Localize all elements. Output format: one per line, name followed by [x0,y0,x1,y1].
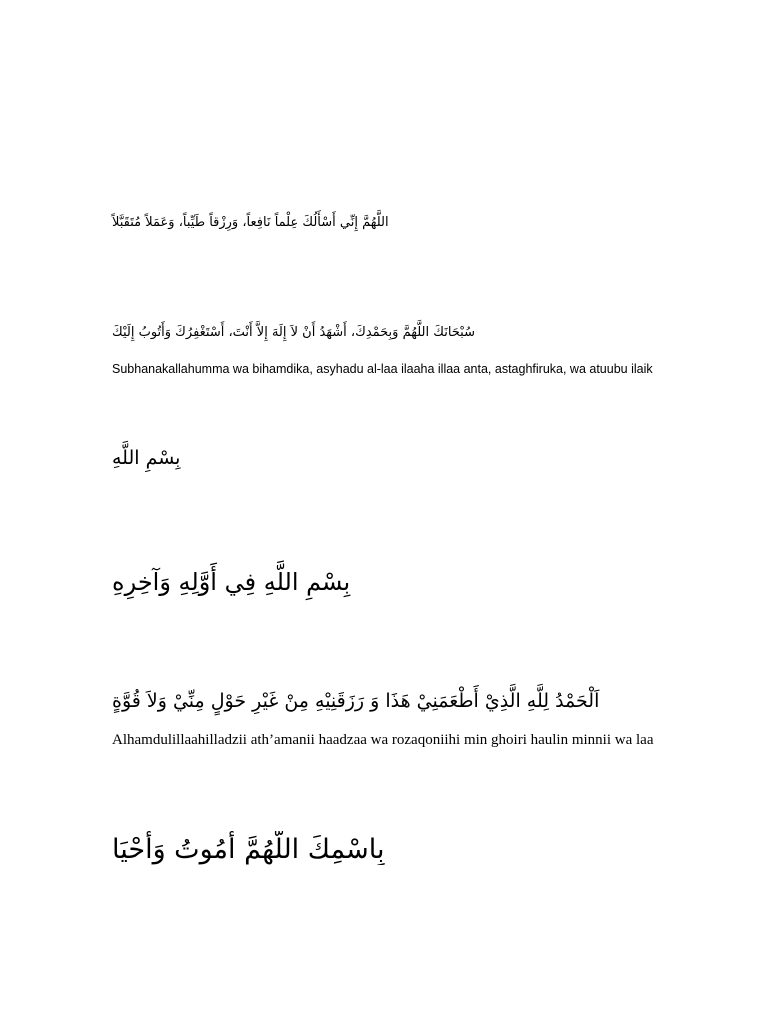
prayer-knowledge-arabic: اللَّهُمَّ إِنِّي أَسْأَلُكَ عِلْماً نَافِعاً، وَرِزْقاً طَيِّباً، وَعَمَلاً مُتَقَبَّلاً [112,215,389,230]
bismika-allahumma-arabic: بِاسْمِكَ اللَّهُمَّ أَمُوتُ وَأَحْيَا [112,834,385,865]
bismillah-awwalihi-arabic: بِسْمِ اللَّهِ فِي أَوَّلِهِ وَآخِرِهِ [112,568,351,596]
alhamdulillah-after-meal-latin: Alhamdulillaahilladzii ath’amanii haadzaa wa rozaqoniihi min ghoiri haulin minnii wa laa [112,732,654,748]
alhamdulillah-after-meal-arabic: اَلْحَمْدُ لِلَّهِ الَّذِيْ أَطْعَمَنِيْ هَذَا وَ رَزَقَنِيْهِ مِنْ غَيْرِ حَوْلٍ مِنِّيْ وَلاَ قُوَّةٍ [112,690,600,712]
dua-kafaratul-majlis-arabic: سُبْحَانَكَ اللَّهُمَّ وَبِحَمْدِكَ، أَشْهَدُ أَنْ لاَ إِلَهَ إِلاَّ أَنْتَ، أَسْتَغْفِرُكَ وَأَتُوبُ إِلَيْكَ [112,325,475,340]
dua-kafaratul-majlis-latin: Subhanakallahumma wa bihamdika, asyhadu al-laa ilaaha illaa anta, astaghfiruka, wa atuubu ilaik [112,362,653,376]
bismillah-arabic: بِسْمِ اللَّهِ [112,447,181,469]
